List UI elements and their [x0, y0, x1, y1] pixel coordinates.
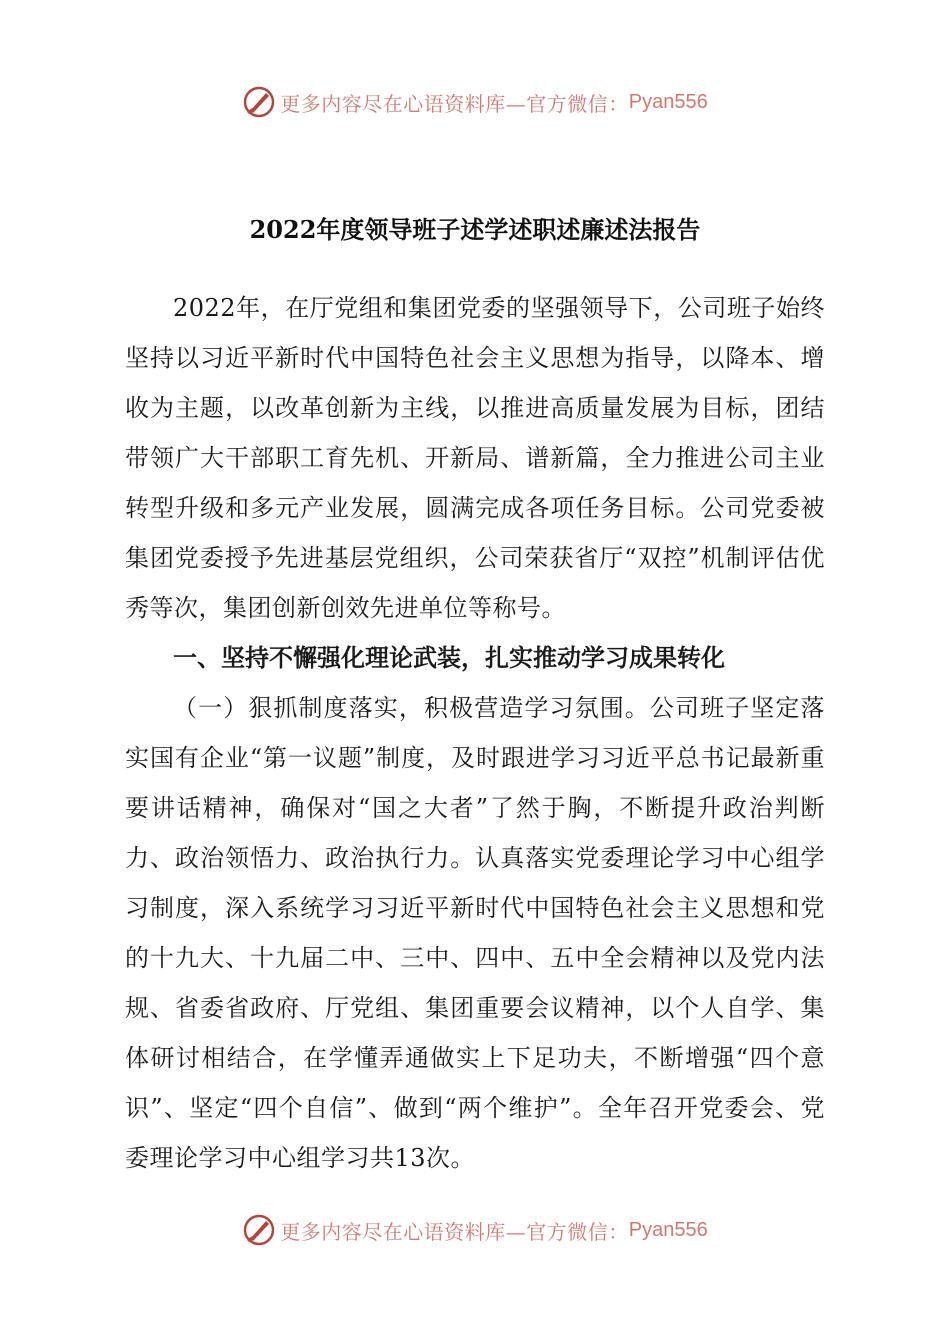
document-body: [125, 283, 825, 1183]
document-title: 2022年度领导班子述学述职述廉述法报告: [249, 215, 701, 244]
section-1-heading: 一、坚持不懈强化理论武装，扎实推动学习成果转化: [173, 644, 725, 672]
section-1-paragraph: （一）狠抓制度落实，积极营造学习氛围。公司班子坚定落实国有企业“第一议题”制度，及时跟进学习习近平总书记最新重要讲话精神，确保对“国之大者”了然于胸，不断提升政治判断力、政治领悟力、政治执行力。认真落实党委理论学习中心组学习制度，深入系统学习习近平新时代中国特色社会主义思想和党的十九大、十九届二中、三中、四中、五中全会精神以及党内法规、省委省政府、厅党组、集团重要会议精神，以个人自学、集体研讨相结合，在学懂弄通做实上下足功夫，不断增强“四个意识”、坚定“四个自信”、做到“两个维护”。全年召开党委会、党委理论学习中心组学习共13次。: [125, 694, 825, 1172]
watermark-wechat-id: Pyan556: [628, 1218, 708, 1241]
watermark-wechat-id: Pyan556: [628, 90, 708, 113]
watermark-banner-top: [0, 82, 950, 122]
intro-paragraph: 2022年，在厅党组和集团党委的坚强领导下，公司班子始终坚持以习近平新时代中国特色社会主义思想为指导，以降本、增收为主题，以改革创新为主线，以推进高质量发展为目标，团结带领广大干部职工育先机、开新局、谱新篇，全力推进公司主业转型升级和多元产业发展，圆满完成各项任务目标。公司党委被集团党委授予先进基层党组织，公司荣获省厅“双控”机制评估优秀等次，集团创新创效先进单位等称号。: [125, 294, 825, 622]
quill-logo-icon: [242, 1213, 276, 1247]
watermark-banner-bottom: [0, 1210, 950, 1250]
watermark-text: 更多内容尽在心语资料库—官方微信：: [280, 91, 629, 116]
quill-logo-icon: [242, 85, 276, 119]
watermark-text: 更多内容尽在心语资料库—官方微信：: [280, 1219, 629, 1244]
